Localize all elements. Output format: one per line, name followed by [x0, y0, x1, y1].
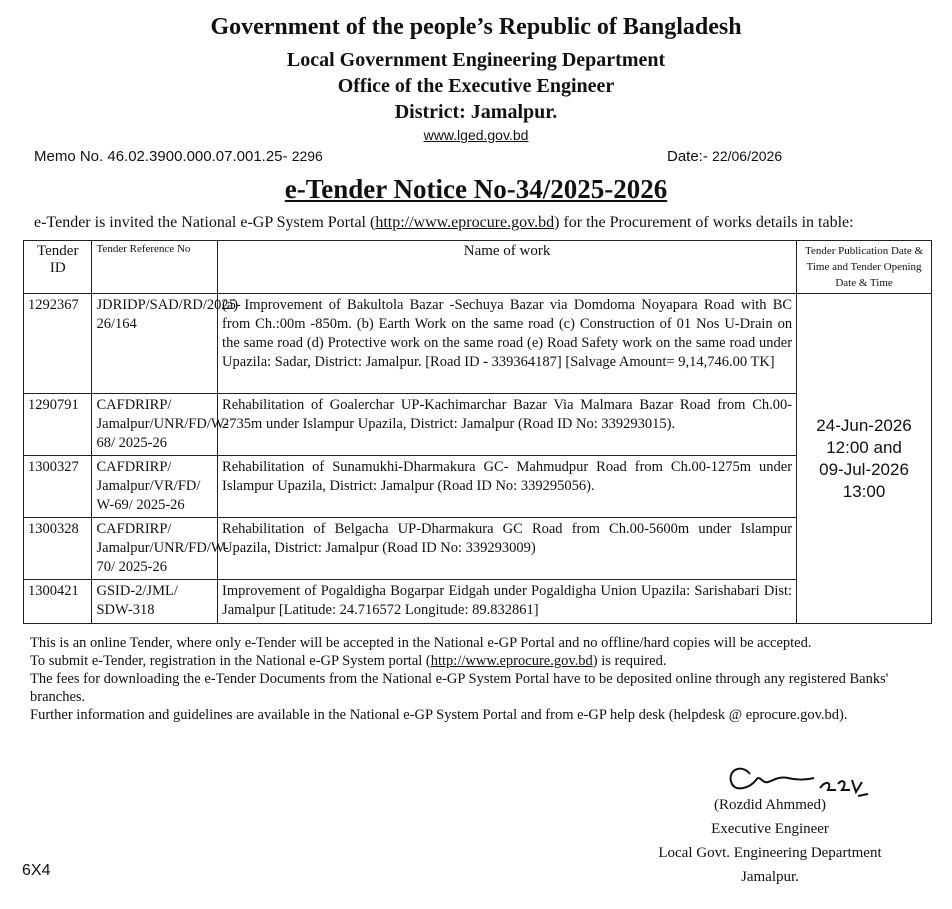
memo-number-value: 2296 — [291, 148, 323, 164]
size-code: 6X4 — [22, 862, 51, 879]
opening-time: 13:00 — [842, 481, 886, 501]
publication-time: 12:00 and — [826, 437, 902, 457]
memo-label: Memo No. 46.02.3900.000.07.001.25- — [34, 148, 288, 165]
work-name: Improvement of Pogaldigha Bogarpar Eidgah under Pogaldigha Union Upazila: Sarishabari Dist: Jamalpur [Latitude: 24.716572 Longitude: 89.832861] — [218, 580, 797, 624]
note-registration-after: ) is required. — [592, 653, 667, 669]
note-registration-before: To submit e-Tender, registration in the National e-GP System portal ( — [30, 653, 431, 669]
header-department: Local Government Engineering Department — [286, 49, 666, 71]
notes-section — [30, 634, 932, 724]
publication-date: 24-Jun-2026 — [816, 415, 912, 435]
tender-id: 1300421 — [24, 580, 92, 624]
signer-place: Jamalpur. — [741, 869, 799, 885]
table-row — [24, 580, 932, 624]
notice-title: e-Tender Notice No-34/2025-2026 — [284, 174, 668, 204]
work-name: Rehabilitation of Goalerchar UP-Kachimarchar Bazar Via Malmara Bazar Road from Ch.00-2735m under Islampur Upazila, District: Jamalpur (Road ID No: 339293015). — [218, 394, 797, 456]
tender-reference: CAFDRIRP/ Jamalpur/UNR/FD/W-70/ 2025-26 — [92, 518, 218, 580]
header-reference: Tender Reference No — [92, 241, 218, 294]
work-name: Rehabilitation of Belgacha UP-Dharmakura GC Road from Ch.00-5600m under Islampur Upazila, District: Jamalpur (Road ID No: 339293009) — [218, 518, 797, 580]
table-row — [24, 394, 932, 456]
header-government: Government of the people’s Republic of Bangladesh — [210, 14, 742, 40]
opening-date: 09-Jul-2026 — [819, 459, 909, 479]
intro-after: ) for the Procurement of works details in table: — [554, 214, 854, 231]
tender-table — [23, 240, 932, 624]
work-name: (a) Improvement of Bakultola Bazar -Sechuya Bazar via Domdoma Noyapara Road with BC from Ch.:00m -850m. (b) Earth Work on the same road (c) Construction of 01 Nos U-Drain on the same road (d) Protective work on the same road (e) Road Safety work on the same road under Upazila: Sadar, District: Jamalpur. [Road ID - 339364187] [Salvage Amount= 9,14,746.00 TK] — [218, 294, 797, 394]
memo-date — [667, 148, 782, 165]
date-label: Date:- — [667, 148, 708, 165]
tender-id: 1300327 — [24, 456, 92, 518]
intro-text — [34, 214, 854, 232]
table-header-row — [24, 241, 932, 294]
note-online-tender: This is an online Tender, where only e-Tender will be accepted in the National e-GP Portal and no offline/hard copies will be accepted. — [30, 635, 812, 651]
signer-name: (Rozdid Ahmmed) — [713, 797, 827, 813]
date-value: 22/06/2026 — [712, 148, 783, 164]
signer-designation: Executive Engineer — [711, 821, 829, 837]
tender-reference: GSID-2/JML/ SDW-318 — [92, 580, 218, 624]
header-tender-id: Tender ID — [24, 241, 92, 294]
signer-department: Local Govt. Engineering Department — [658, 845, 882, 861]
header-name-of-work: Name of work — [218, 241, 797, 294]
note-registration — [30, 652, 932, 670]
memo-number — [34, 148, 323, 165]
table-row — [24, 456, 932, 518]
work-name: Rehabilitation of Sunamukhi-Dharmakura GC- Mahmudpur Road from Ch.00-1275m under Islampur Upazila, District: Jamalpur (Road ID No: 339295056). — [218, 456, 797, 518]
tender-id: 1292367 — [24, 294, 92, 394]
tender-reference: CAFDRIRP/ Jamalpur/VR/FD/ W-69/ 2025-26 — [92, 456, 218, 518]
note-fees: The fees for downloading the e-Tender Documents from the National e-GP System Portal have to be deposited online through any registered Banks' branches. — [30, 671, 889, 705]
table-row — [24, 294, 932, 394]
header-publication: Tender Publication Date & Time and Tender Opening Date & Time — [797, 241, 932, 294]
table-row — [24, 518, 932, 580]
tender-dates — [797, 294, 932, 624]
note-further-info: Further information and guidelines are available in the National e-GP System Portal and from e-GP help desk (helpdesk @ eprocure.gov.bd). — [30, 707, 848, 723]
header-district: District: Jamalpur. — [394, 101, 558, 123]
tender-id: 1300328 — [24, 518, 92, 580]
tender-reference: CAFDRIRP/ Jamalpur/UNR/FD/W-68/ 2025-26 — [92, 394, 218, 456]
header-office: Office of the Executive Engineer — [337, 75, 615, 97]
tender-reference: JDRIDP/SAD/RD/2025-26/164 — [92, 294, 218, 394]
note-registration-link[interactable]: http://www.eprocure.gov.bd — [430, 653, 593, 669]
intro-before: e-Tender is invited the National e-GP System Portal ( — [34, 214, 376, 231]
intro-link[interactable]: http://www.eprocure.gov.bd — [375, 214, 555, 231]
website-link[interactable]: www.lged.gov.bd — [423, 127, 529, 143]
tender-id: 1290791 — [24, 394, 92, 456]
